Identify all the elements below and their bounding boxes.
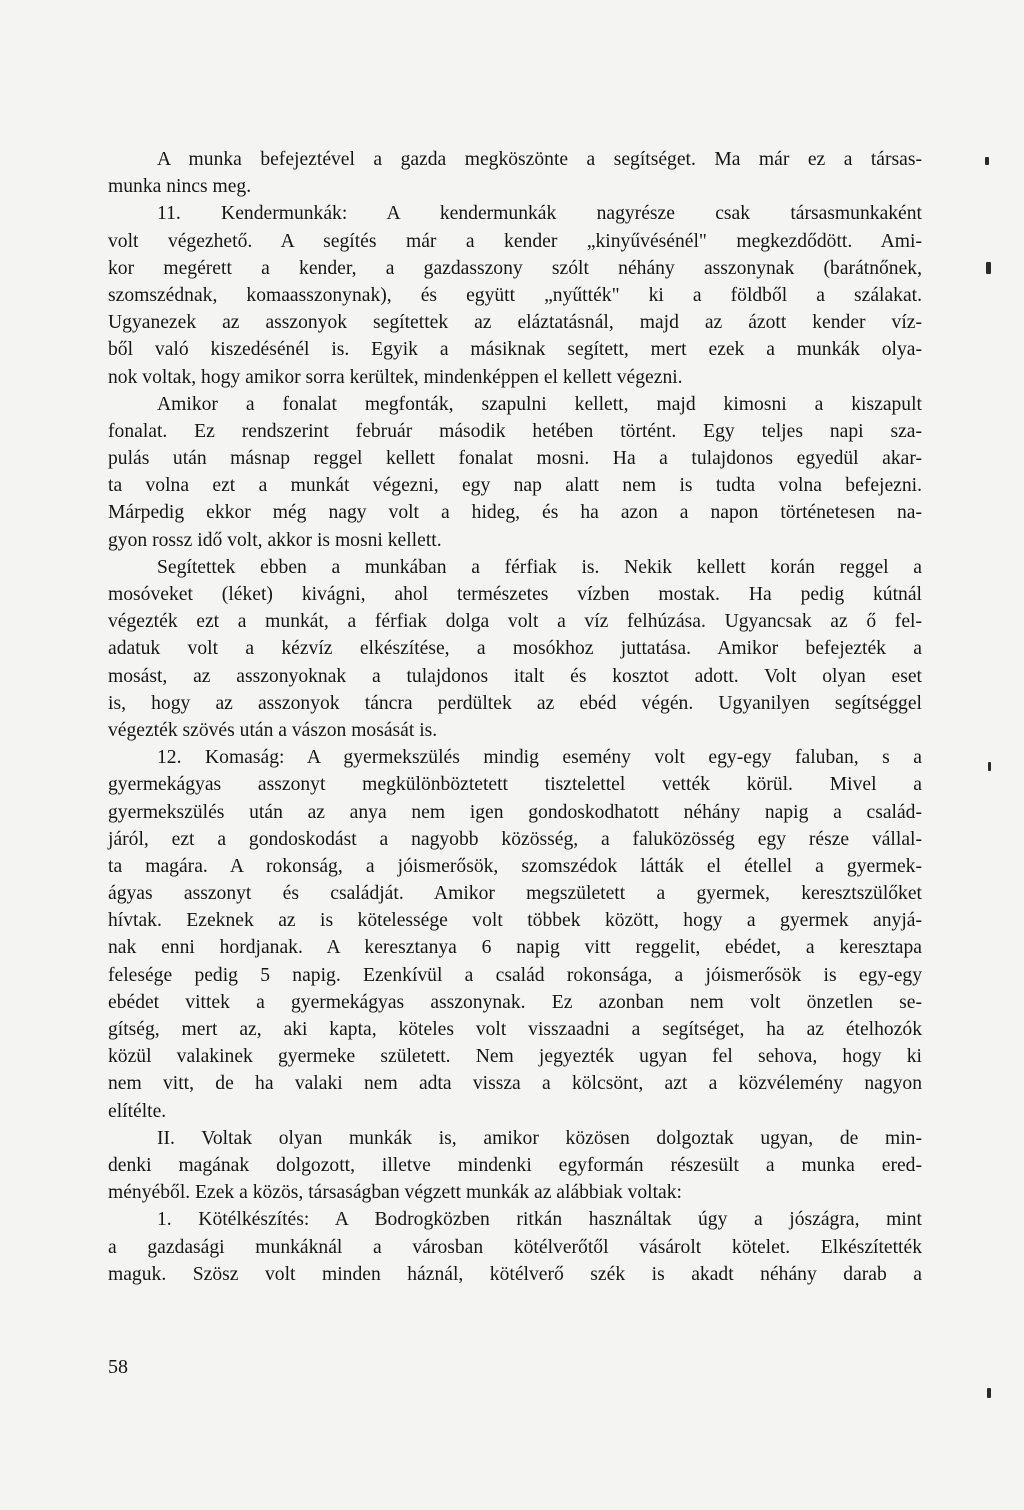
text-line: fonalat. Ez rendszerint február második hetében történt. Egy teljes napi sza- [108,420,922,442]
text-line: ágyas asszonyt és családját. Amikor megszületett a gyermek, keresztszülőket [108,883,922,905]
text-line: 1. Kötélkészítés: A Bodrogközben ritkán használtak úgy a jószágra, mint [157,1209,922,1231]
text-line: volt végezhető. A segítés már a kender „kinyűvésénél" megkezdődött. Ami- [108,230,922,252]
text-line: denki magának dolgozott, illetve mindenki egyformán részesült a munka ered- [108,1154,922,1176]
text-line: nak enni hordjanak. A keresztanya 6 napig vitt reggelit, ebédet, a keresztapa [108,937,922,959]
text-line: Márpedig ekkor még nagy volt a hideg, és ha azon a napon történetesen na- [108,502,922,524]
text-line: ményéből. Ezek a közös, társaságban végzett munkák az alábbiak voltak: [108,1182,682,1204]
scan-speck [987,1388,991,1398]
text-line: ebédet vittek a gyermekágyas asszonynak. Ez azonban nem volt önzetlen se- [108,991,922,1013]
text-line: ből való kiszedésénél is. Egyik a másiknak segített, mert ezek a munkák olya- [108,339,922,361]
text-line: szomszédnak, komaasszonynak), és együtt „nyűtték" ki a földből a szálakat. [108,284,922,306]
text-line: A munka befejeztével a gazda megköszönte a segítséget. Ma már ez a társas- [157,149,922,170]
text-line: hívtak. Ezeknek az is kötelessége volt többek között, hogy a gyermek anyjá- [108,910,922,932]
text-line: gítség, mert az, aki kapta, köteles volt visszaadni a segítséget, ha az ételhozók [108,1019,922,1040]
text-line: is, hogy az asszonyok táncra perdültek az ebéd végén. Ugyanilyen segítséggel [108,692,922,714]
text-line: 11. Kendermunkák: A kendermunkák nagyrésze csak társasmunkaként [157,203,922,225]
text-line: Ugyanezek az asszonyok segítettek az eláztatásnál, majd az ázott kender víz- [108,312,922,334]
text-line: II. Voltak olyan munkák is, amikor közösen dolgoztak ugyan, de min- [157,1127,922,1149]
text-line: gyermekszülés után az anya nem igen gondoskodhatott néhány napig a család- [108,801,922,823]
text-line: nok voltak, hogy amikor sorra kerültek, mindenképpen el kellett végezni. [108,366,683,388]
text-line: munka nincs meg. [108,176,252,198]
text-line: 12. Komaság: A gyermekszülés mindig esemény volt egy-egy faluban, s a [157,747,922,769]
scan-speck [988,762,991,771]
text-line: felesége pedig 5 napig. Ezenkívül a család rokonsága, a jóismerősök is egy-egy [108,964,922,986]
text-line: maguk. Szösz volt minden háznál, kötélverő szék is akadt néhány darab a [108,1263,922,1285]
text-line: nem vitt, de ha valaki nem adta vissza a kölcsönt, azt a közvélemény nagyon [108,1073,922,1095]
text-line: mosóveket (léket) kivágni, ahol természetes vízben mostak. Ha pedig kútnál [108,584,922,605]
text-line: gyon rossz idő volt, akkor is mosni kellett. [108,529,442,551]
text-line: Segítettek ebben a munkában a férfiak is. Nekik kellett korán reggel a [157,556,922,578]
scan-speck [985,157,989,165]
text-line: gyermekágyas asszonyt megkülönböztetett tisztelettel vették körül. Mivel a [108,774,922,796]
text-line: mosást, az asszonyoknak a tulajdonos italt és kosztot adott. Volt olyan eset [108,665,922,687]
text-line: adatuk volt a kézvíz elkészítése, a mosókhoz juttatása. Amikor befejezték a [108,638,922,660]
text-line: járól, ezt a gondoskodást a nagyobb közösség, a faluközösség egy része vállal- [108,828,922,850]
text-line: végezték szövés után a vászon mosását is. [108,719,438,741]
text-line: Amikor a fonalat megfonták, szapulni kellett, majd kimosni a kiszapult [157,393,922,415]
text-line: ta volna ezt a munkát végezni, egy nap alatt nem is tudta volna befejezni. [108,475,922,497]
text-line: a gazdasági munkáknál a városban kötélverőtől vásárolt kötelet. Elkészítették [108,1236,922,1258]
scan-speck [986,262,991,274]
body-text [108,146,922,1288]
text-line: pulás után másnap reggel kellett fonalat mosni. Ha a tulajdonos egyedül akar- [108,448,922,470]
text-line: közül valakinek gyermeke született. Nem jegyezték ugyan fel sehova, hogy ki [108,1046,922,1068]
text-line: elítélte. [108,1100,167,1122]
text-line: végezték ezt a munkát, a férfiak dolga volt a víz felhúzása. Ugyancsak az ő fel- [108,611,922,633]
text-line: ta magára. A rokonság, a jóismerősök, szomszédok látták el étellel a gyermek- [108,855,922,877]
text-line: kor megérett a kender, a gazdasszony szólt néhány asszonynak (barátnőnek, [108,257,922,279]
page-number: 58 [108,1356,128,1378]
